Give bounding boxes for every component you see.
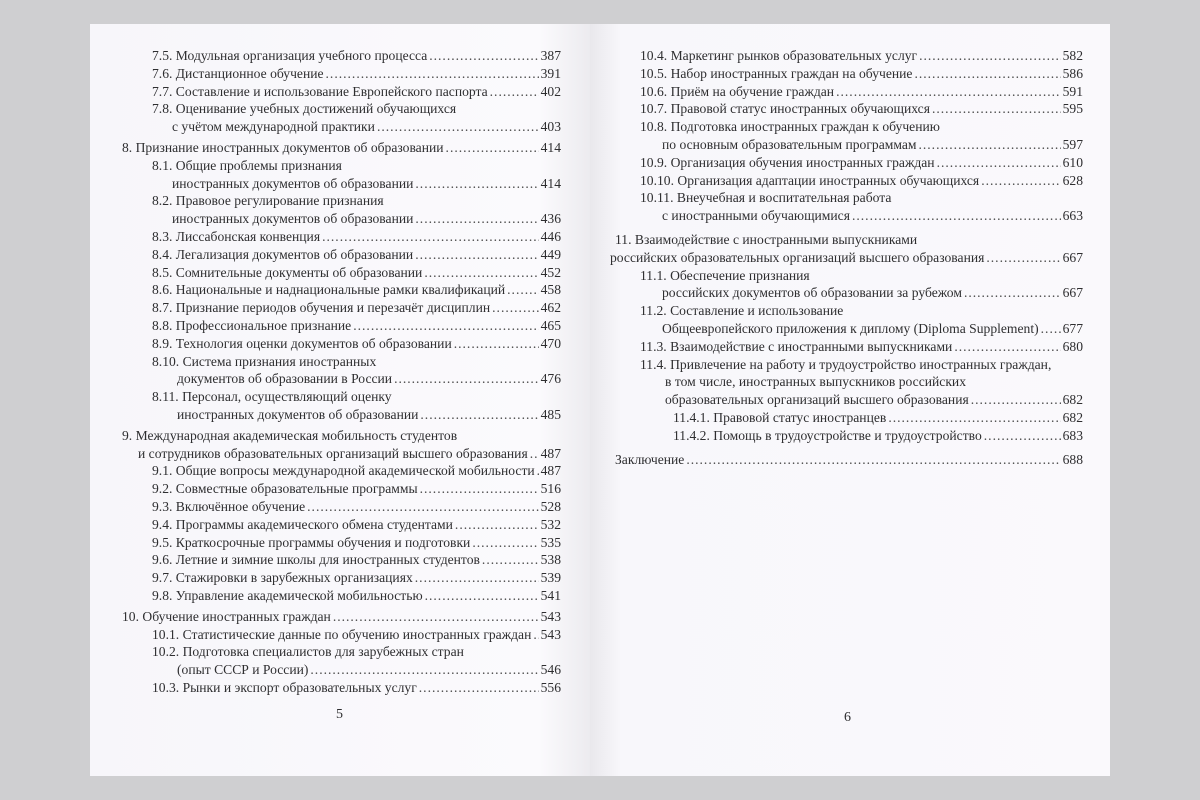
toc-entry-title: 9.6. Летние и зимние школы для иностранных студентов: [152, 552, 480, 568]
toc-entry-page: 414: [540, 139, 561, 155]
toc-entry: [590, 302, 1083, 320]
toc-entry-title: (опыт СССР и России): [177, 662, 309, 678]
toc-entry: [90, 569, 561, 587]
dot-leader: [353, 317, 538, 335]
toc-entry-page: 462: [540, 300, 561, 316]
toc-entry: [90, 335, 561, 353]
toc-entry-page: 414: [540, 175, 561, 191]
toc-entry-title: 11.3. Взаимодействие с иностранными выпускниками: [640, 338, 953, 354]
toc-entry: [90, 47, 561, 65]
toc-entry: [90, 100, 561, 118]
toc-entry-title: 9.7. Стажировки в зарубежных организациях: [152, 570, 413, 586]
page-number: 6: [844, 710, 851, 725]
page-number: 5: [336, 707, 343, 722]
toc-entry-title: российских образовательных организаций высшего образования: [610, 249, 985, 265]
toc-entry: [590, 189, 1083, 207]
toc-entry-page: 667: [1062, 285, 1083, 301]
toc-entry: [90, 370, 561, 388]
toc-entry-title: 9. Международная академическая мобильность студентов: [122, 427, 458, 443]
toc-entry-title: 11.2. Составление и использование: [640, 303, 844, 319]
toc-entry-page: 688: [1062, 451, 1083, 467]
dot-leader: [836, 83, 1061, 101]
toc-entry-title: 7.8. Оценивание учебных достижений обучающихся: [152, 101, 457, 117]
toc-entry-page: 487: [540, 445, 561, 461]
toc-entry-title: 10. Обучение иностранных граждан: [122, 608, 331, 624]
toc-entry: [90, 427, 561, 445]
dot-leader: [472, 534, 538, 552]
dot-leader: [326, 65, 539, 83]
toc-entry-title: 8.2. Правовое регулирование признания: [152, 193, 384, 209]
dot-leader: [918, 136, 1060, 154]
toc-entry-page: 402: [540, 83, 561, 99]
toc-entry: [90, 534, 561, 552]
toc-entry-title: 11.4. Привлечение на работу и трудоустройство иностранных граждан,: [640, 356, 1052, 372]
toc-entry-title: 9.8. Управление академической мобильностью: [152, 587, 423, 603]
toc-entry: [90, 643, 561, 661]
toc-entry-title: по основным образовательным программам: [662, 136, 917, 152]
toc-entry-title: иностранных документов об образовании: [177, 406, 419, 422]
dot-leader: [986, 249, 1060, 267]
toc-entry: [590, 427, 1083, 445]
toc-entry-page: 556: [540, 679, 561, 695]
toc-entry-page: 582: [1062, 48, 1083, 63]
toc-entry: [590, 136, 1083, 154]
table-of-contents-left: [90, 47, 561, 697]
toc-entry-title: 9.2. Совместные образовательные программы: [152, 481, 418, 497]
dot-leader: [530, 445, 539, 463]
dot-leader: [852, 207, 1061, 225]
toc-entry: [90, 118, 561, 136]
toc-entry-page: 391: [540, 65, 561, 81]
toc-entry-page: 436: [540, 211, 561, 227]
toc-entry: [90, 551, 561, 569]
toc-entry-title: 9.1. Общие вопросы международной академической мобильности: [152, 463, 535, 479]
toc-entry: [90, 480, 561, 498]
toc-entry-title: 11.4.2. Помощь в трудоустройстве и трудоустройство: [673, 427, 982, 443]
toc-entry-title: Заключение: [615, 451, 685, 467]
toc-entry: [590, 100, 1083, 118]
toc-entry-page: 663: [1062, 208, 1083, 224]
dot-leader: [420, 406, 538, 424]
toc-entry: [90, 462, 561, 480]
toc-entry-page: 628: [1062, 172, 1083, 188]
dot-leader: [971, 391, 1061, 409]
toc-entry: [90, 157, 561, 175]
toc-entry-page: 403: [540, 119, 561, 135]
toc-entry-title: 8.7. Признание периодов обучения и перезачёт дисциплин: [152, 300, 491, 316]
dot-leader: [937, 154, 1061, 172]
toc-entry-page: 595: [1062, 101, 1083, 117]
toc-entry-title: 8.8. Профессиональное признание: [152, 317, 352, 333]
toc-entry: [90, 353, 561, 371]
toc-entry-title: 11. Взаимодействие с иностранными выпускниками: [615, 231, 918, 247]
toc-entry-title: иностранных документов об образовании: [172, 211, 414, 227]
toc-entry-page: 610: [1062, 154, 1083, 170]
toc-entry-page: 532: [540, 516, 561, 532]
toc-entry-title: 10.5. Набор иностранных граждан на обучение: [640, 65, 913, 81]
toc-entry: [590, 65, 1083, 83]
toc-entry-title: 10.6. Приём на обучение граждан: [640, 83, 835, 99]
toc-entry-title: 8. Признание иностранных документов об образовании: [122, 139, 444, 155]
dot-leader: [984, 427, 1061, 445]
dot-leader: [919, 47, 1061, 65]
toc-entry-title: 9.3. Включённое обучение: [152, 498, 306, 514]
dot-leader: [454, 335, 539, 353]
dot-leader: [419, 679, 539, 697]
toc-entry-title: 10.10. Организация адаптации иностранных обучающихся: [640, 172, 980, 188]
toc-entry-title: 11.4.1. Правовой статус иностранцев: [673, 409, 887, 425]
dot-leader: [1041, 320, 1061, 338]
dot-leader: [455, 516, 539, 534]
toc-entry-title: с иностранными обучающимися: [662, 208, 850, 224]
toc-entry: [90, 210, 561, 228]
toc-entry-title: 9.5. Краткосрочные программы обучения и подготовки: [152, 534, 471, 550]
toc-entry-title: 8.5. Сомнительные документы об образовании: [152, 264, 423, 280]
toc-entry: [590, 284, 1083, 302]
toc-entry: [590, 172, 1083, 190]
dot-leader: [537, 462, 539, 480]
toc-entry: [590, 267, 1083, 285]
dot-leader: [394, 370, 539, 388]
toc-entry-title: 7.6. Дистанционное обучение: [152, 65, 324, 81]
dot-leader: [888, 409, 1060, 427]
dot-leader: [507, 281, 538, 299]
toc-entry: [590, 320, 1083, 338]
dot-leader: [377, 118, 539, 136]
toc-entry: [590, 391, 1083, 409]
toc-entry-page: 516: [540, 481, 561, 497]
toc-entry-title: 10.4. Маркетинг рынков образовательных услуг: [640, 48, 918, 63]
toc-entry-title: 7.7. Составление и использование Европейского паспорта: [152, 83, 488, 99]
toc-entry-page: 487: [540, 463, 561, 479]
toc-entry-page: 543: [540, 608, 561, 624]
toc-entry-title: документов об образовании в России: [177, 371, 393, 387]
toc-entry: [90, 65, 561, 83]
toc-entry: [90, 498, 561, 516]
toc-entry-page: 465: [540, 317, 561, 333]
dot-leader: [981, 172, 1060, 190]
toc-entry: [590, 47, 1083, 65]
toc-entry: [90, 587, 561, 605]
toc-entry-page: 683: [1062, 427, 1083, 443]
toc-entry: [90, 83, 561, 101]
toc-entry: [90, 626, 561, 644]
dot-leader: [415, 210, 538, 228]
toc-entry-page: 682: [1062, 392, 1083, 408]
dot-leader: [686, 451, 1060, 469]
toc-entry-title: 10.1. Статистические данные по обучению иностранных граждан: [152, 626, 532, 642]
toc-entry-title: 10.9. Организация обучения иностранных граждан: [640, 154, 935, 170]
toc-entry-page: 452: [540, 264, 561, 280]
toc-entry-page: 449: [540, 246, 561, 262]
dot-leader: [310, 661, 538, 679]
toc-entry-page: 528: [540, 498, 561, 514]
toc-entry-title: 8.1. Общие проблемы признания: [152, 157, 342, 173]
dot-leader: [964, 284, 1061, 302]
right-page: [590, 24, 1110, 776]
toc-entry: [90, 317, 561, 335]
dot-leader: [446, 139, 539, 157]
dot-leader: [333, 608, 539, 626]
dot-leader: [307, 498, 538, 516]
toc-entry: [590, 451, 1083, 469]
toc-entry-title: 8.6. Национальные и наднациональные рамки квалификаций: [152, 282, 506, 298]
toc-entry: [90, 299, 561, 317]
toc-entry-title: 10.7. Правовой статус иностранных обучающихся: [640, 101, 930, 117]
toc-entry: [590, 207, 1083, 225]
toc-entry-page: 597: [1062, 136, 1083, 152]
toc-entry-page: 586: [1062, 65, 1083, 81]
left-page: [90, 24, 590, 776]
toc-entry: [90, 175, 561, 193]
toc-entry-page: 476: [540, 371, 561, 387]
toc-entry: [90, 445, 561, 463]
toc-entry: [90, 388, 561, 406]
toc-entry-page: 682: [1062, 409, 1083, 425]
dot-leader: [533, 626, 538, 644]
toc-entry-title: 10.8. Подготовка иностранных граждан к обучению: [640, 119, 940, 135]
dot-leader: [492, 299, 538, 317]
dot-leader: [322, 228, 539, 246]
toc-entry-page: 470: [540, 335, 561, 351]
toc-entry-page: 538: [540, 552, 561, 568]
toc-entry: [90, 516, 561, 534]
toc-entry-title: в том числе, иностранных выпускников российских: [665, 374, 967, 390]
dot-leader: [415, 569, 539, 587]
dot-leader: [425, 587, 539, 605]
toc-entry-page: 446: [540, 228, 561, 244]
toc-entry-page: 535: [540, 534, 561, 550]
toc-entry-title: 10.11. Внеучебная и воспитательная работа: [640, 190, 892, 206]
toc-entry-page: 680: [1062, 338, 1083, 354]
toc-entry-title: образовательных организаций высшего образования: [665, 392, 969, 408]
toc-entry-page: 546: [540, 662, 561, 678]
dot-leader: [424, 264, 538, 282]
toc-entry: [590, 83, 1083, 101]
toc-entry: [590, 338, 1083, 356]
toc-entry-title: 10.3. Рынки и экспорт образовательных услуг: [152, 679, 417, 695]
dot-leader: [415, 246, 538, 264]
toc-entry-title: иностранных документов об образовании: [172, 175, 414, 191]
dot-leader: [415, 175, 538, 193]
toc-entry-title: 11.1. Обеспечение признания: [640, 267, 810, 283]
toc-entry-page: 591: [1062, 83, 1083, 99]
toc-entry-page: 543: [540, 626, 561, 642]
toc-entry-title: и сотрудников образовательных организаций высшего образования: [138, 445, 528, 461]
toc-entry-title: с учётом международной практики: [172, 119, 375, 135]
dot-leader: [954, 338, 1060, 356]
toc-entry-page: 541: [540, 587, 561, 603]
dot-leader: [482, 551, 539, 569]
toc-entry: [90, 608, 561, 626]
dot-leader: [490, 83, 539, 101]
table-of-contents-right: [590, 47, 1083, 468]
toc-entry: [590, 373, 1083, 391]
toc-entry: [90, 661, 561, 679]
toc-entry-page: 677: [1062, 320, 1083, 336]
toc-entry: [90, 281, 561, 299]
toc-entry: [590, 118, 1083, 136]
toc-entry: [590, 249, 1083, 267]
dot-leader: [932, 100, 1061, 118]
toc-entry-title: 7.5. Модульная организация учебного процесса: [152, 48, 428, 63]
toc-entry-title: 8.9. Технология оценки документов об образовании: [152, 335, 452, 351]
toc-entry-title: 8.4. Легализация документов об образовании: [152, 246, 414, 262]
toc-entry-title: Общеевропейского приложения к диплому (Diploma Supplement): [662, 320, 1039, 336]
toc-entry-page: 387: [540, 48, 561, 63]
toc-entry: [590, 154, 1083, 172]
toc-entry: [90, 406, 561, 424]
toc-entry: [90, 246, 561, 264]
toc-entry-title: 9.4. Программы академического обмена студентами: [152, 516, 453, 532]
dot-leader: [429, 47, 538, 65]
dot-leader: [914, 65, 1060, 83]
toc-entry-title: 8.11. Персонал, осуществляющий оценку: [152, 389, 392, 405]
toc-entry: [590, 356, 1083, 374]
toc-entry-page: 539: [540, 570, 561, 586]
toc-entry-page: 667: [1062, 249, 1083, 265]
toc-entry-page: 458: [540, 282, 561, 298]
toc-entry-title: 8.3. Лиссабонская конвенция: [152, 228, 321, 244]
toc-entry: [590, 231, 1083, 249]
dot-leader: [420, 480, 539, 498]
toc-entry: [590, 409, 1083, 427]
toc-entry-page: 485: [540, 406, 561, 422]
toc-entry: [90, 139, 561, 157]
toc-entry: [90, 228, 561, 246]
toc-entry-title: 10.2. Подготовка специалистов для зарубежных стран: [152, 644, 464, 660]
toc-entry: [90, 679, 561, 697]
toc-entry-title: 8.10. Система признания иностранных: [152, 353, 377, 369]
toc-entry: [90, 192, 561, 210]
toc-entry-title: российских документов об образовании за рубежом: [662, 285, 962, 301]
toc-entry: [90, 264, 561, 282]
